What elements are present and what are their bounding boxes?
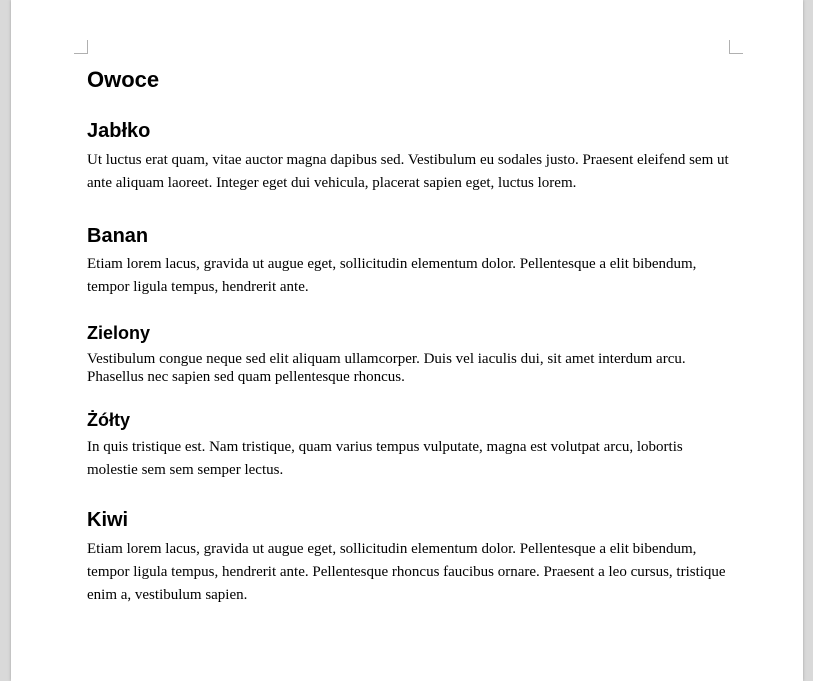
- margin-corner-top-left: [74, 40, 88, 54]
- subsection-paragraph-zielony: Vestibulum congue neque sed elit aliquam ullamcorper. Duis vel iaculis dui, sit amet interdum arcu. Phasellus nec sapien sed quam pellentesque rhoncus.: [87, 351, 686, 385]
- section-heading-kiwi: Kiwi: [87, 509, 129, 531]
- subsection-paragraph-zolty: In quis tristique est. Nam tristique, quam varius tempus vulputate, magna est volutpat arcu, lobortis molestie sem sem semper lectus.: [87, 439, 683, 478]
- section-paragraph-jablko: Ut luctus erat quam, vitae auctor magna dapibus sed. Vestibulum eu sodales justo. Praesent eleifend sem ut ante aliquam laoreet. Integer eget dui vehicula, placerat sapien eget, luctus lorem.: [87, 152, 729, 191]
- document-title: Owoce: [87, 67, 160, 92]
- section-heading-banan: Banan: [87, 225, 149, 247]
- margin-corner-top-right: [729, 40, 743, 54]
- document-page[interactable]: [11, 0, 803, 681]
- section-paragraph-banan: Etiam lorem lacus, gravida ut augue eget, sollicitudin elementum dolor. Pellentesque a elit bibendum, tempor ligula tempus, hendrerit ante.: [87, 256, 697, 295]
- subsection-heading-zielony: Zielony: [87, 323, 151, 343]
- document-body[interactable]: [87, 66, 729, 607]
- section-paragraph-kiwi: Etiam lorem lacus, gravida ut augue eget, sollicitudin elementum dolor. Pellentesque a elit bibendum, tempor ligula tempus, hendrerit ante. Pellentesque rhoncus faucibus ornare. Praesent a leo cursus, tristique enim a, vestibulum sapien.: [87, 541, 726, 603]
- subsection-heading-zolty: Żółty: [87, 410, 130, 430]
- section-heading-jablko: Jabłko: [87, 120, 151, 142]
